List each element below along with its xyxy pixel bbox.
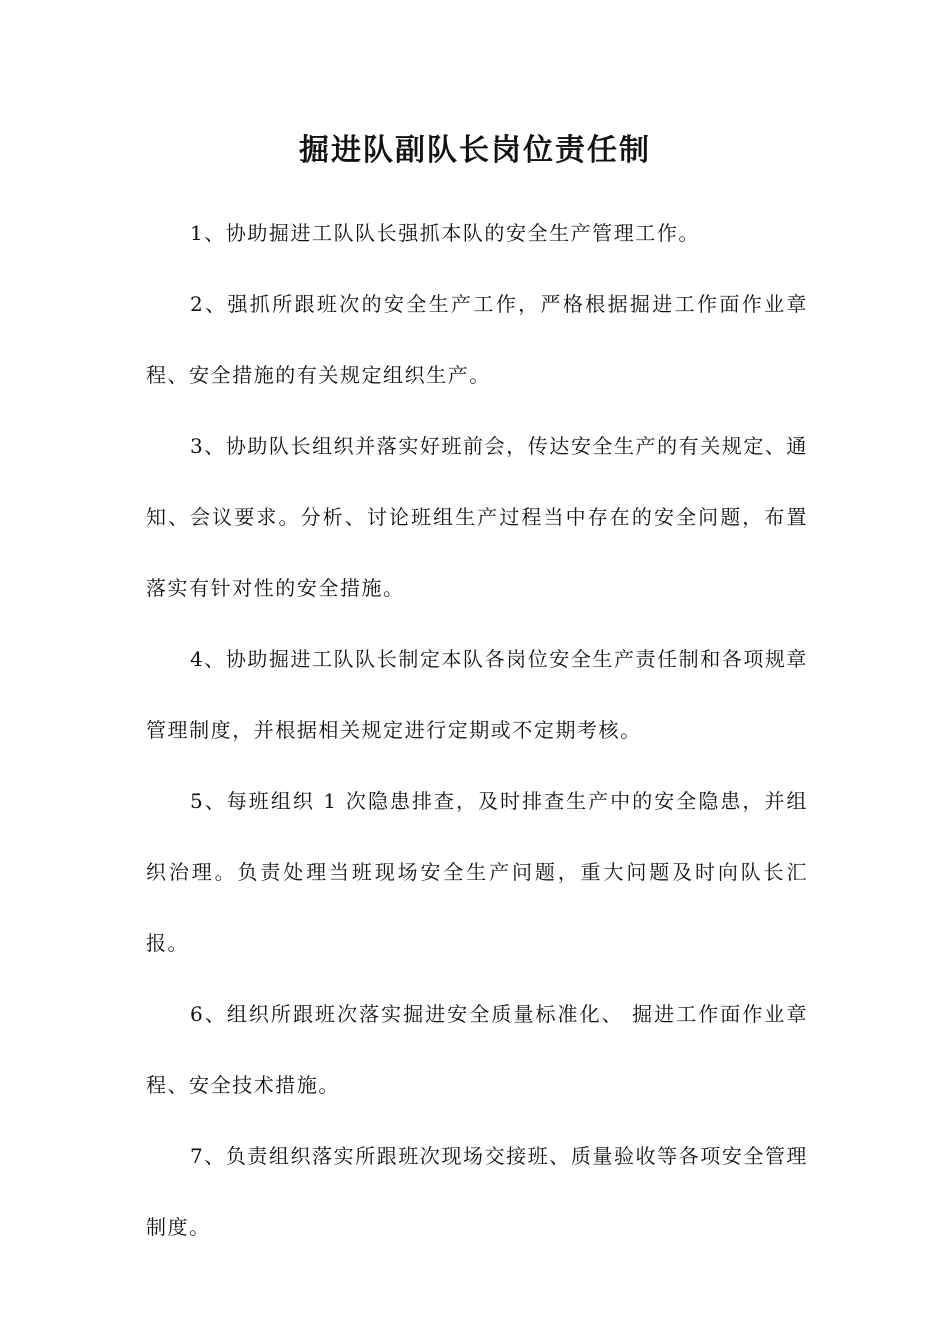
paragraph-5: 5、每班组织 1 次隐患排查，及时排查生产中的安全隐患，并组织治理。负责处理当班现场安全生产问题，重大问题及时向队长汇报。 <box>146 789 808 955</box>
paragraph-1: 1、协助掘进工队队长强抓本队的安全生产管理工作。 <box>190 221 700 245</box>
paragraph-7: 7、负责组织落实所跟班次现场交接班、质量验收等各项安全管理制度。 <box>146 1144 808 1239</box>
document-body <box>146 198 808 1263</box>
paragraph-6: 6、组织所跟班次落实掘进安全质量标准化、 掘进工作面作业章程、安全技术措施。 <box>146 1002 808 1097</box>
paragraph-2: 2、强抓所跟班次的安全生产工作，严格根据掘进工作面作业章程、安全措施的有关规定组织生产。 <box>146 292 808 387</box>
paragraph-3: 3、协助队长组织并落实好班前会，传达安全生产的有关规定、通知、会议要求。分析、讨论班组生产过程当中存在的安全问题，布置落实有针对性的安全措施。 <box>146 434 808 600</box>
document-title: 掘进队副队长岗位责任制 <box>299 133 651 168</box>
paragraph-4: 4、协助掘进工队队长制定本队各岗位安全生产责任制和各项规章管理制度，并根据相关规定进行定期或不定期考核。 <box>146 647 808 742</box>
